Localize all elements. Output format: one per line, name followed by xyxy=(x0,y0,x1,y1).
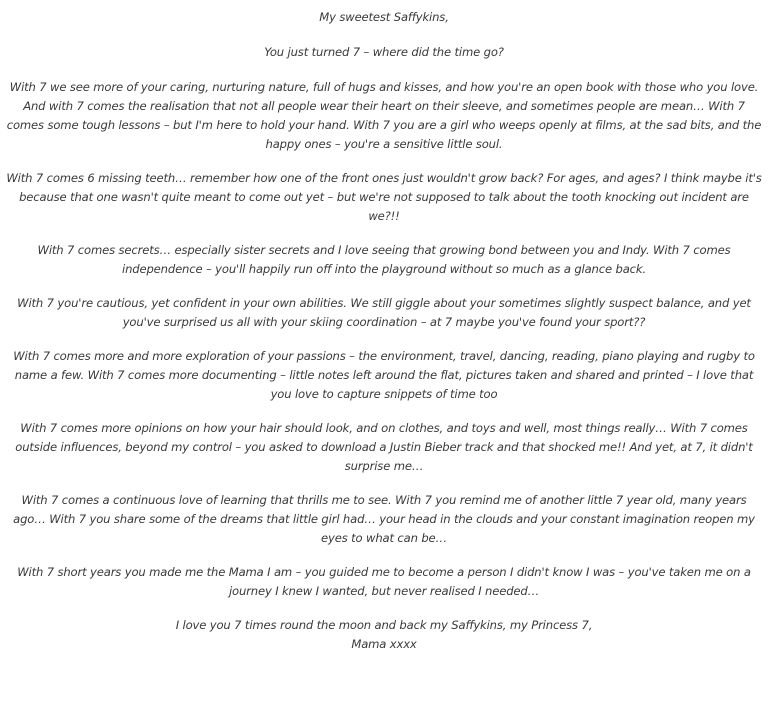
letter-paragraph: With 7 comes 6 missing teeth… remember how one of the front ones just wouldn't grow back? For ages, and ages? I think maybe it's because that one wasn't quite meant to come out yet – but we're not supposed to talk about the tooth knocking out incident are we?!! xyxy=(6,171,762,223)
letter-paragraph: With 7 we see more of your caring, nurturing nature, full of hugs and kisses, and how you're an open book with those who you love. And with 7 comes the realisation that not all people wear their heart on their sleeve, and sometimes people are mean… With 7 comes some tough lessons – but I'm here to hold your hand. With 7 you are a girl who weeps openly at films, at the sad bits, and the happy ones – you're a sensitive little soul. xyxy=(6,80,762,151)
letter-opener: You just turned 7 – where did the time go? xyxy=(264,45,504,59)
letter-closing-line: I love you 7 times round the moon and back my Saffykins, my Princess 7, xyxy=(175,618,593,632)
letter-paragraph: With 7 comes a continuous love of learning that thrills me to see. With 7 you remind me of another little 7 year old, many years ago… With 7 you share some of the dreams that little girl had… your head in the clouds and your constant imagination reopen my eyes to what can be… xyxy=(13,493,755,545)
letter-paragraph: With 7 short years you made me the Mama I am – you guided me to become a person I didn't know I was – you've taken me on a journey I knew I wanted, but never realised I needed… xyxy=(17,565,751,598)
letter-paragraph: With 7 comes more and more exploration of your passions – the environment, travel, dancing, reading, piano playing and rugby to name a few. With 7 comes more documenting – little notes left around the flat, pictures taken and shared and printed – I love that you love to capture snippets of time too xyxy=(13,349,755,401)
letter-paragraph: With 7 you're cautious, yet confident in your own abilities. We still giggle about your sometimes slightly suspect balance, and yet you've surprised us all with your skiing coordination – at 7 maybe you've found your sport?? xyxy=(17,296,751,329)
letter-paragraph: With 7 comes more opinions on how your hair should look, and on clothes, and toys and well, most things really… With 7 comes outside influences, beyond my control – you asked to download a Justin Bieber track and that shocked me!! And yet, at 7, it didn't surprise me… xyxy=(15,421,753,473)
letter-salutation: My sweetest Saffykins, xyxy=(319,10,449,24)
letter-signature: Mama xxxx xyxy=(351,637,417,651)
letter-paragraph: With 7 comes secrets… especially sister secrets and I love seeing that growing bond between you and Indy. With 7 comes independence – you'll happily run off into the playground without so much as a glance back. xyxy=(37,243,731,276)
letter-closing xyxy=(6,616,762,654)
